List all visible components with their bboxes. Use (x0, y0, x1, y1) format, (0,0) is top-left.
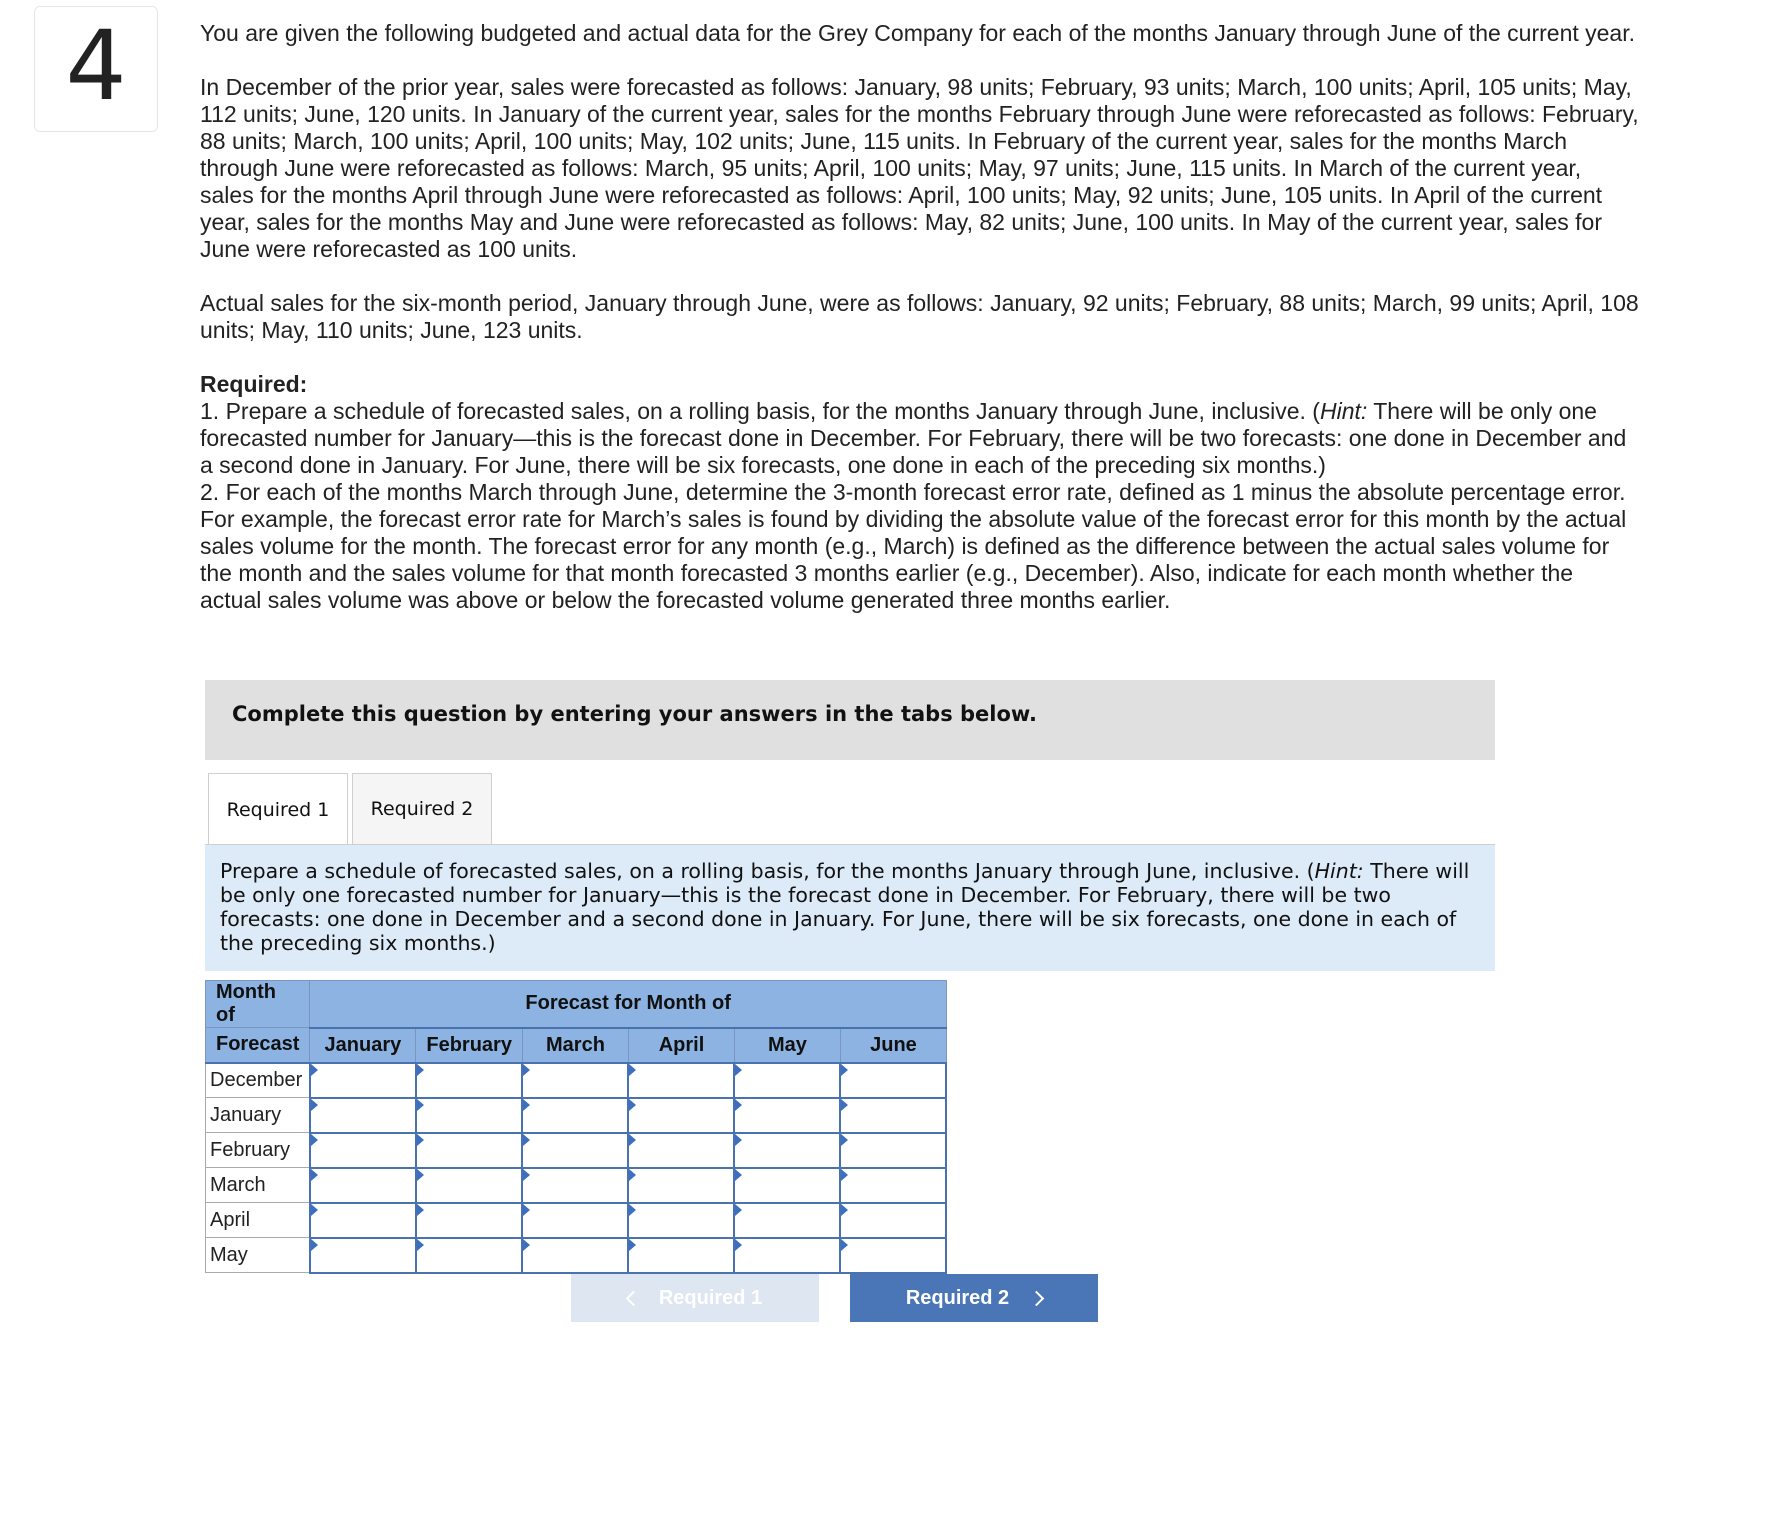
cell-marker-icon (523, 1134, 530, 1146)
forecast-input-december-january[interactable] (311, 1064, 415, 1097)
cell-marker-icon (417, 1239, 424, 1251)
forecast-input-march-may[interactable] (735, 1169, 839, 1202)
row-label: January (206, 1098, 310, 1133)
forecast-cell (628, 1238, 734, 1273)
requirement-1 (200, 398, 1640, 479)
forecast-cell (310, 1168, 416, 1203)
cell-marker-icon (417, 1134, 424, 1146)
forecast-input-may-february[interactable] (417, 1239, 522, 1272)
tab-required-1[interactable]: Required 1 (208, 773, 348, 846)
req1-text-a: 1. Prepare a schedule of forecasted sales, on a rolling basis, for the months January through June, inclusive. ( (200, 398, 1320, 424)
forecast-cell (628, 1098, 734, 1133)
forecast-cell (416, 1203, 523, 1238)
forecast-input-march-march[interactable] (523, 1169, 627, 1202)
cell-marker-icon (523, 1239, 530, 1251)
question-forecasts: In December of the prior year, sales were forecasted as follows: January, 98 units; February, 93 units; March, 100 units; April, 105 units; May, 112 units; June, 120 units. In January of the current year, sales for the months February through June were reforecasted as follows: February, 88 units; March, 100 units; April, 100 units; May, 102 units; June, 115 units. In February of the current year, sales for the months March through June were reforecasted as follows: March, 95 units; April, 100 units; May, 97 units; June, 115 units. In March of the current year, sales for the months April through June were reforecasted as follows: April, 100 units; May, 92 units; June, 105 units. In April of the current year, sales for the months May and June were reforecasted as follows: May, 82 units; June, 100 units. In May of the current year, sales for June were reforecasted as 100 units. (200, 74, 1639, 262)
forecast-input-may-march[interactable] (523, 1239, 627, 1272)
cell-marker-icon (311, 1169, 318, 1181)
column-header-june: June (840, 1028, 946, 1063)
cell-marker-icon (311, 1204, 318, 1216)
forecast-cell (522, 1133, 628, 1168)
forecast-cell (840, 1063, 946, 1098)
req1-hint-word: Hint: (1319, 398, 1368, 424)
cell-marker-icon (841, 1169, 848, 1181)
forecast-cell (628, 1063, 734, 1098)
column-header-april: April (628, 1028, 734, 1063)
cell-marker-icon (629, 1239, 636, 1251)
cell-marker-icon (311, 1099, 318, 1111)
question-number-box (34, 6, 158, 132)
forecast-cell (310, 1203, 416, 1238)
chevron-right-icon (1029, 1290, 1045, 1306)
question-intro: You are given the following budgeted and actual data for the Grey Company for each of the months January through June of the current year. (200, 20, 1636, 46)
forecast-input-march-january[interactable] (311, 1169, 415, 1202)
forecast-cell (840, 1098, 946, 1133)
forecast-cell (840, 1168, 946, 1203)
column-header-february: February (416, 1028, 523, 1063)
cell-marker-icon (523, 1099, 530, 1111)
forecast-cell (628, 1133, 734, 1168)
forecast-cell (522, 1238, 628, 1273)
forecast-cell (522, 1063, 628, 1098)
forecast-cell (310, 1098, 416, 1133)
cell-marker-icon (629, 1204, 636, 1216)
forecast-input-january-february[interactable] (417, 1099, 522, 1132)
chevron-left-icon (626, 1290, 642, 1306)
forecast-input-april-january[interactable] (311, 1204, 415, 1237)
table-row (206, 1238, 947, 1273)
forecast-input-april-may[interactable] (735, 1204, 839, 1237)
forecast-cell (522, 1168, 628, 1203)
forecast-cell (734, 1133, 840, 1168)
forecast-input-april-april[interactable] (629, 1204, 733, 1237)
cell-marker-icon (735, 1239, 742, 1251)
cell-marker-icon (841, 1099, 848, 1111)
prev-button-label: Required 1 (658, 1286, 763, 1309)
row-label: December (206, 1063, 310, 1098)
corner-header-top: Month of (206, 981, 310, 1028)
forecast-input-january-march[interactable] (523, 1099, 627, 1132)
column-header-may: May (734, 1028, 840, 1063)
table-row (206, 1168, 947, 1203)
cell-marker-icon (629, 1169, 636, 1181)
cell-marker-icon (735, 1204, 742, 1216)
requirement-2: 2. For each of the months March through June, determine the 3-month forecast error rate, defined as 1 minus the absolute percentage error. For example, the forecast error rate for March’s sales is found by dividing the absolute value of the forecast error for this month by the actual sales volume for the month. The forecast error for any month (e.g., March) is defined as the difference between the actual sales volume for the month and the sales volume for that month forecasted 3 months earlier (e.g., December). Also, indicate for each month whether the actual sales volume was above or below the forecasted volume generated three months earlier. (200, 479, 1627, 613)
forecast-input-december-march[interactable] (523, 1064, 627, 1097)
cell-marker-icon (311, 1239, 318, 1251)
tab-required-2[interactable]: Required 2 (352, 773, 492, 844)
forecast-cell (416, 1133, 523, 1168)
forecast-schedule-table (205, 980, 947, 1274)
req1-text-b: There will be only one forecasted number for January—this is the forecast done in December. For February, there will be two forecasts: one done in December and a second done in January. For June, there will be six forecasts, one done in each of the preceding six months.) (200, 398, 1627, 478)
forecast-cell (310, 1238, 416, 1273)
cell-marker-icon (417, 1099, 424, 1111)
forecast-cell (522, 1098, 628, 1133)
forecast-input-january-january[interactable] (311, 1099, 415, 1132)
cell-marker-icon (417, 1169, 424, 1181)
table-row (206, 1203, 947, 1238)
cell-marker-icon (311, 1134, 318, 1146)
question-text (200, 20, 1640, 614)
forecast-cell (416, 1238, 523, 1273)
forecast-cell (310, 1063, 416, 1098)
forecast-cell (416, 1168, 523, 1203)
forecast-cell (840, 1203, 946, 1238)
cell-marker-icon (735, 1169, 742, 1181)
table-row (206, 1133, 947, 1168)
forecast-input-december-june[interactable] (841, 1064, 945, 1097)
cell-marker-icon (311, 1064, 318, 1076)
forecast-input-february-january[interactable] (311, 1134, 415, 1167)
table-header-row-2 (206, 1028, 947, 1063)
forecast-input-february-march[interactable] (523, 1134, 627, 1167)
cell-marker-icon (523, 1169, 530, 1181)
cell-marker-icon (629, 1064, 636, 1076)
forecast-input-december-february[interactable] (417, 1064, 522, 1097)
forecast-input-january-may[interactable] (735, 1099, 839, 1132)
cell-marker-icon (523, 1204, 530, 1216)
cell-marker-icon (629, 1134, 636, 1146)
forecast-cell (734, 1203, 840, 1238)
forecast-cell (840, 1238, 946, 1273)
cell-marker-icon (735, 1134, 742, 1146)
forecast-cell (734, 1098, 840, 1133)
forecast-input-february-february[interactable] (417, 1134, 522, 1167)
next-button-label: Required 2 (905, 1286, 1010, 1309)
column-header-january: January (310, 1028, 416, 1063)
column-header-march: March (522, 1028, 628, 1063)
forecast-cell (840, 1133, 946, 1168)
prompt-text-a: Prepare a schedule of forecasted sales, on a rolling basis, for the months January through June, inclusive. ( (220, 859, 1315, 883)
forecast-input-march-april[interactable] (629, 1169, 733, 1202)
row-label: May (206, 1238, 310, 1273)
instruction-banner (205, 680, 1495, 760)
forecast-cell (628, 1168, 734, 1203)
cell-marker-icon (629, 1099, 636, 1111)
cell-marker-icon (735, 1099, 742, 1111)
forecast-input-april-march[interactable] (523, 1204, 627, 1237)
forecast-input-may-june[interactable] (841, 1239, 945, 1272)
forecast-input-january-june[interactable] (841, 1099, 945, 1132)
cell-marker-icon (841, 1204, 848, 1216)
cell-marker-icon (841, 1239, 848, 1251)
cell-marker-icon (417, 1204, 424, 1216)
forecast-input-december-april[interactable] (629, 1064, 733, 1097)
corner-header-bottom: Forecast (206, 1028, 310, 1063)
forecast-input-may-april[interactable] (629, 1239, 733, 1272)
cell-marker-icon (841, 1064, 848, 1076)
prev-button (571, 1274, 819, 1322)
table-row (206, 1098, 947, 1133)
row-label: April (206, 1203, 310, 1238)
forecast-cell (734, 1238, 840, 1273)
required-heading: Required: (200, 371, 308, 397)
next-button[interactable] (850, 1274, 1098, 1322)
prompt-text-b: There will be only one forecasted number for January—this is the forecast done in December. For February, there will be two forecasts: one done in December and a second done in January. For June, there will be six forecasts, one done in each of the preceding six months.) (220, 859, 1470, 955)
cell-marker-icon (841, 1134, 848, 1146)
forecast-cell (628, 1203, 734, 1238)
forecast-cell (416, 1063, 523, 1098)
forecast-cell (522, 1203, 628, 1238)
forecast-cell (310, 1133, 416, 1168)
forecast-cell (734, 1168, 840, 1203)
cell-marker-icon (735, 1064, 742, 1076)
prompt-box (205, 845, 1495, 971)
forecast-input-april-february[interactable] (417, 1204, 522, 1237)
forecast-input-january-april[interactable] (629, 1099, 733, 1132)
cell-marker-icon (417, 1064, 424, 1076)
table-header-row-1 (206, 981, 947, 1028)
group-header: Forecast for Month of (310, 981, 947, 1028)
cell-marker-icon (523, 1064, 530, 1076)
forecast-input-may-may[interactable] (735, 1239, 839, 1272)
row-label: March (206, 1168, 310, 1203)
forecast-input-april-june[interactable] (841, 1204, 945, 1237)
forecast-cell (734, 1063, 840, 1098)
row-label: February (206, 1133, 310, 1168)
forecast-cell (416, 1098, 523, 1133)
forecast-input-december-may[interactable] (735, 1064, 839, 1097)
prompt-text (220, 859, 1478, 955)
forecast-input-february-may[interactable] (735, 1134, 839, 1167)
forecast-input-may-january[interactable] (311, 1239, 415, 1272)
forecast-input-march-june[interactable] (841, 1169, 945, 1202)
forecast-input-march-february[interactable] (417, 1169, 522, 1202)
question-actuals: Actual sales for the six-month period, January through June, were as follows: January, 92 units; February, 88 units; March, 99 units; April, 108 units; May, 110 units; June, 123 units. (200, 290, 1639, 343)
question-number: 4 (65, 10, 127, 122)
table-row (206, 1063, 947, 1098)
instruction-text: Complete this question by entering your answers in the tabs below. (232, 702, 1037, 726)
forecast-input-february-june[interactable] (841, 1134, 945, 1167)
prompt-hint-word: Hint: (1314, 859, 1364, 883)
forecast-input-february-april[interactable] (629, 1134, 733, 1167)
